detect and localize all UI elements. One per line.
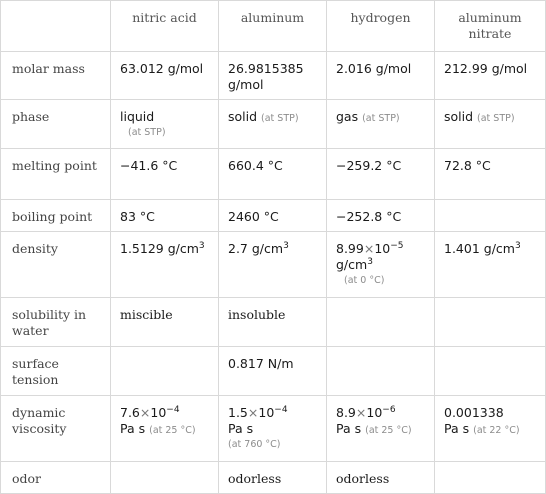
cell-value: solid	[444, 109, 474, 124]
table-cell: 2460 °C	[219, 200, 327, 232]
cell-unit: Pa s	[444, 421, 470, 436]
table-cell	[327, 100, 435, 149]
table-cell	[111, 347, 219, 396]
cell-value: 0.001338	[444, 405, 504, 420]
table-cell: 83 °C	[111, 200, 219, 232]
row-label: odor	[1, 462, 111, 494]
row-label: density	[1, 232, 111, 298]
table-cell: odorless	[327, 462, 435, 494]
cell-unit: Pa s	[228, 421, 254, 436]
row-label: melting point	[1, 149, 111, 200]
column-header-aluminum-nitrate: aluminum nitrate	[435, 1, 546, 52]
cell-value: solid	[228, 109, 258, 124]
table-cell	[435, 462, 546, 494]
cell-unit: $g/cm^3$	[336, 256, 373, 272]
table-cell: odorless	[219, 462, 327, 494]
header-row	[1, 1, 546, 52]
table-row-phase	[1, 100, 546, 149]
cell-note: (at STP)	[261, 113, 299, 124]
table-row-viscosity	[1, 396, 546, 462]
table-cell	[435, 298, 546, 347]
table-cell	[327, 232, 435, 298]
table-row-solubility	[1, 298, 546, 347]
table-cell: −252.8 °C	[327, 200, 435, 232]
cell-unit: Pa s	[336, 421, 362, 436]
column-header-hydrogen: hydrogen	[327, 1, 435, 52]
table-cell: 2.016 g/mol	[327, 52, 435, 100]
cell-value: liquid	[120, 109, 155, 124]
row-label: surface tension	[1, 347, 111, 396]
table-cell	[435, 100, 546, 149]
table-cell	[435, 200, 546, 232]
cell-value: 1.5129 g/cm	[120, 241, 199, 256]
table-cell: 212.99 g/mol	[435, 52, 546, 100]
table-cell	[327, 396, 435, 462]
table-cell	[435, 396, 546, 462]
cell-note: (at 22 °C)	[473, 425, 520, 436]
scientific-value: $8.99\times 10^{-5}$	[336, 240, 404, 256]
exponent: 3	[514, 240, 521, 251]
table-row-density	[1, 232, 546, 298]
row-label: molar mass	[1, 52, 111, 100]
exponent: 3	[283, 240, 289, 251]
table-cell: miscible	[111, 298, 219, 347]
table-cell	[435, 347, 546, 396]
cell-value: 2.7 g/cm	[228, 241, 284, 256]
row-label: boiling point	[1, 200, 111, 232]
row-label: solubility in water	[1, 298, 111, 347]
table-cell: insoluble	[219, 298, 327, 347]
table-cell	[219, 396, 327, 462]
table-cell: 0.817 N/m	[219, 347, 327, 396]
scientific-value: $7.6\times 10^{-4}$	[120, 404, 180, 420]
column-header-nitric-acid: nitric acid	[111, 1, 219, 52]
cell-note: (at 25 °C)	[149, 425, 196, 436]
table-cell: 72.8 °C	[435, 149, 546, 200]
table-cell	[111, 232, 219, 298]
cell-note: (at STP)	[128, 127, 166, 138]
table-cell	[111, 100, 219, 149]
cell-note: (at STP)	[477, 113, 515, 124]
row-label: phase	[1, 100, 111, 149]
table-cell	[111, 462, 219, 494]
scientific-value: $8.9\times 10^{-6}$	[336, 404, 396, 420]
table-cell: 63.012 g/mol	[111, 52, 219, 100]
table-cell	[435, 232, 546, 298]
table-row-boiling-point	[1, 200, 546, 232]
cell-value: gas	[336, 109, 359, 124]
cell-note: (at 0 °C)	[344, 275, 385, 286]
table-row-surface-tension	[1, 347, 546, 396]
cell-unit: Pa s	[120, 421, 146, 436]
table-cell	[327, 347, 435, 396]
table-cell	[219, 232, 327, 298]
table-cell	[111, 396, 219, 462]
table-cell: −41.6 °C	[111, 149, 219, 200]
cell-note: (at 760 °C)	[228, 439, 281, 450]
cell-value: 1.401 g/cm	[444, 241, 515, 256]
cell-note: (at STP)	[362, 113, 400, 124]
table-cell: 660.4 °C	[219, 149, 327, 200]
scientific-value: $1.5\times 10^{-4}$	[228, 404, 288, 420]
table-row-odor	[1, 462, 546, 494]
exponent: 3	[198, 240, 205, 251]
table-cell: 26.9815385 g/mol	[219, 52, 327, 100]
corner-cell	[1, 1, 111, 52]
table-row-molar-mass	[1, 52, 546, 100]
table-cell	[327, 298, 435, 347]
cell-note: (at 25 °C)	[365, 425, 412, 436]
table-cell: −259.2 °C	[327, 149, 435, 200]
table-row-melting-point	[1, 149, 546, 200]
row-label: dynamic viscosity	[1, 396, 111, 462]
table-cell	[219, 100, 327, 149]
column-header-aluminum: aluminum	[219, 1, 327, 52]
